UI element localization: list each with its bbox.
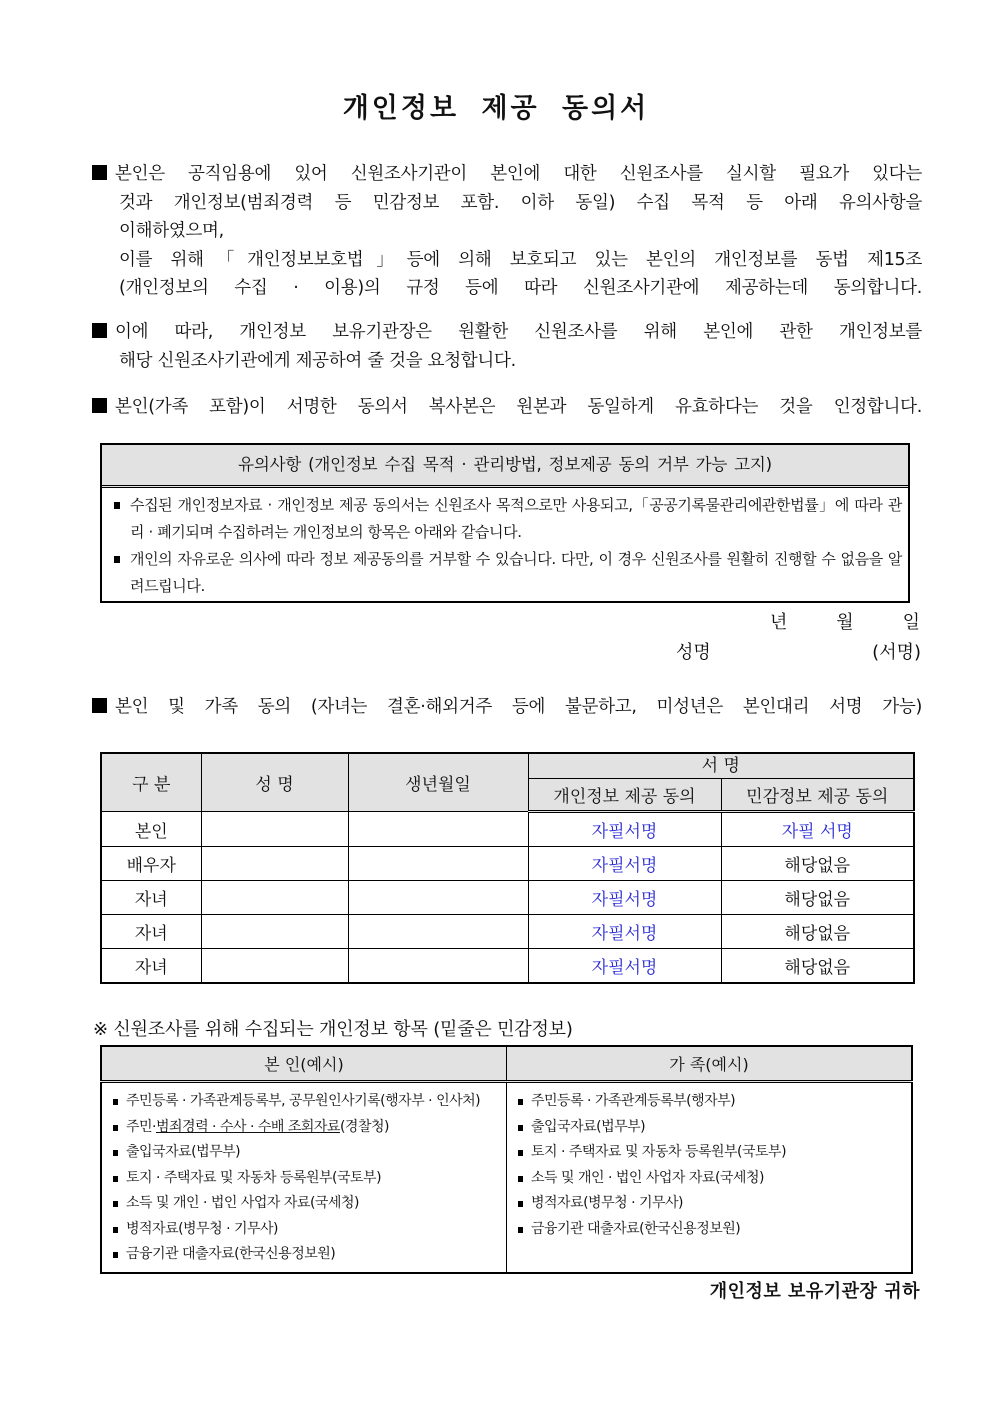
family-items-list (517, 1089, 911, 1242)
cell-category: 자녀 (101, 915, 201, 949)
cell-name-input[interactable] (201, 812, 348, 847)
sign-label: (서명) (872, 642, 921, 663)
list-item: 병적자료(병무청 · 기무사) (517, 1191, 911, 1217)
family-consent-table (100, 752, 915, 984)
table-row (101, 881, 914, 915)
table-row (101, 812, 914, 847)
cell-personal-signature[interactable]: 자필서명 (528, 847, 721, 881)
column-header-sensitive: 민감정보 제공 동의 (721, 779, 914, 812)
month-label: 월 (836, 612, 854, 633)
cell-birth-input[interactable] (348, 847, 528, 881)
list-item: 토지 · 주택자료 및 자동차 등록원부(국토부) (112, 1166, 506, 1192)
column-header-name: 성 명 (201, 753, 348, 812)
notice-item: 수집된 개인정보자료 · 개인정보 제공 동의서는 신원조사 목적으로만 사용되고,「공공기록물관리에관한법률」에 따라 관리 · 폐기되며 수집하려는 개인정보의 항목은 아래와 같습니다. (112, 492, 902, 546)
document-title: 개인정보 제공 동의서 (342, 93, 650, 124)
notice-item: 개인의 자유로운 의사에 따라 정보 제공동의를 거부할 수 있습니다. 다만, 이 경우 신원조사를 원활히 진행할 수 없음을 알려드립니다. (112, 546, 902, 600)
signature-field[interactable] (676, 638, 921, 664)
cell-name-input[interactable] (201, 915, 348, 949)
list-item: 출입국자료(법무부) (517, 1115, 911, 1141)
cell-personal-signature[interactable]: 자필서명 (528, 881, 721, 915)
table-row (101, 847, 914, 881)
notice-heading: 유의사항 (개인정보 수집 목적 · 관리방법, 정보제공 동의 거부 가능 고지) (102, 445, 908, 488)
column-header-category: 구 분 (101, 753, 201, 812)
square-bullet-icon (92, 323, 107, 338)
cell-birth-input[interactable] (348, 949, 528, 984)
notice-box (100, 443, 910, 603)
list-item: 금융기관 대출자료(한국신용정보원) (112, 1242, 506, 1268)
table-row (101, 915, 914, 949)
sensitive-info-underlined: 범죄경력 · 수사 · 수배 조회자료 (156, 1118, 340, 1135)
square-bullet-icon (92, 398, 107, 413)
list-item: 토지 · 주택자료 및 자동차 등록원부(국토부) (517, 1140, 911, 1166)
list-item: 병적자료(병무청 · 기무사) (112, 1217, 506, 1243)
list-item: 주민등록 · 가족관계등록부, 공무원인사기록(행자부 · 인사처) (112, 1089, 506, 1115)
self-items-list (112, 1089, 506, 1268)
list-item: 금융기관 대출자료(한국신용정보원) (517, 1217, 911, 1243)
family-consent-heading: 본인 및 가족 동의 (자녀는 결혼·해외거주 등에 불문하고, 미성년은 본인대리 서명 가능) (92, 693, 922, 722)
list-item: 소득 및 개인 · 법인 사업자 자료(국세청) (517, 1166, 911, 1192)
cell-birth-input[interactable] (348, 915, 528, 949)
cell-name-input[interactable] (201, 881, 348, 915)
table-row (101, 949, 914, 984)
cell-personal-signature[interactable]: 자필서명 (528, 949, 721, 984)
cell-name-input[interactable] (201, 847, 348, 881)
date-field[interactable] (770, 608, 920, 634)
cell-sensitive-value: 해당없음 (721, 949, 914, 984)
cell-sensitive-signature[interactable]: 자필 서명 (721, 812, 914, 847)
cell-category: 자녀 (101, 949, 201, 984)
cell-sensitive-value: 해당없음 (721, 847, 914, 881)
cell-category: 본인 (101, 812, 201, 847)
cell-birth-input[interactable] (348, 881, 528, 915)
cell-personal-signature[interactable]: 자필서명 (528, 915, 721, 949)
collected-items-table (100, 1045, 913, 1274)
square-bullet-icon (92, 165, 107, 180)
day-label: 일 (902, 612, 920, 633)
family-column-header: 가 족(예시) (507, 1046, 913, 1082)
family-items-cell (507, 1082, 913, 1274)
square-bullet-icon (92, 698, 107, 713)
self-items-cell (101, 1082, 507, 1274)
self-column-header: 본 인(예시) (101, 1046, 507, 1082)
cell-personal-signature[interactable]: 자필서명 (528, 812, 721, 847)
cell-category: 배우자 (101, 847, 201, 881)
column-header-signature: 서 명 (528, 753, 914, 779)
consent-paragraph-1: 본인은 공직임용에 있어 신원조사기관이 본인에 대한 신원조사를 실시할 필요가 있다는 것과 개인정보(범죄경력 등 민감정보 포함. 이하 동일) 수집 목적 등 아래 유의사항을 이해하였으며, 이를 위해「개인정보보호법」등에 의해 보호되고 있는 본인의 개인정보를 동법 제15조 (개인정보의 수집 · 이용)의 규정 등에 따라 신원조사기관에 제공하는데 동의합니다. (92, 160, 922, 303)
year-label: 년 (770, 612, 788, 633)
cell-sensitive-value: 해당없음 (721, 881, 914, 915)
list-item: 주민등록 · 가족관계등록부(행자부) (517, 1089, 911, 1115)
cell-name-input[interactable] (201, 949, 348, 984)
addressee: 개인정보 보유기관장 귀하 (709, 1281, 920, 1302)
notice-list (102, 488, 908, 600)
consent-paragraph-2: 이에 따라, 개인정보 보유기관장은 원활한 신원조사를 위해 본인에 관한 개인정보를 해당 신원조사기관에게 제공하여 줄 것을 요청합니다. (92, 318, 922, 375)
column-header-personal: 개인정보 제공 동의 (528, 779, 721, 812)
list-item: 소득 및 개인 · 법인 사업자 자료(국세청) (112, 1191, 506, 1217)
name-label: 성명 (676, 642, 711, 663)
cell-category: 자녀 (101, 881, 201, 915)
collected-items-heading: ※ 신원조사를 위해 수집되는 개인정보 항목 (밑줄은 민감정보) (93, 1019, 573, 1040)
list-item: 주민·범죄경력 · 수사 · 수배 조회자료(경찰청) (112, 1115, 506, 1141)
consent-paragraph-3: 본인(가족 포함)이 서명한 동의서 복사본은 원본과 동일하게 유효하다는 것을 인정합니다. (92, 393, 922, 422)
cell-birth-input[interactable] (348, 812, 528, 847)
list-item: 출입국자료(법무부) (112, 1140, 506, 1166)
column-header-birth: 생년월일 (348, 753, 528, 812)
cell-sensitive-value: 해당없음 (721, 915, 914, 949)
